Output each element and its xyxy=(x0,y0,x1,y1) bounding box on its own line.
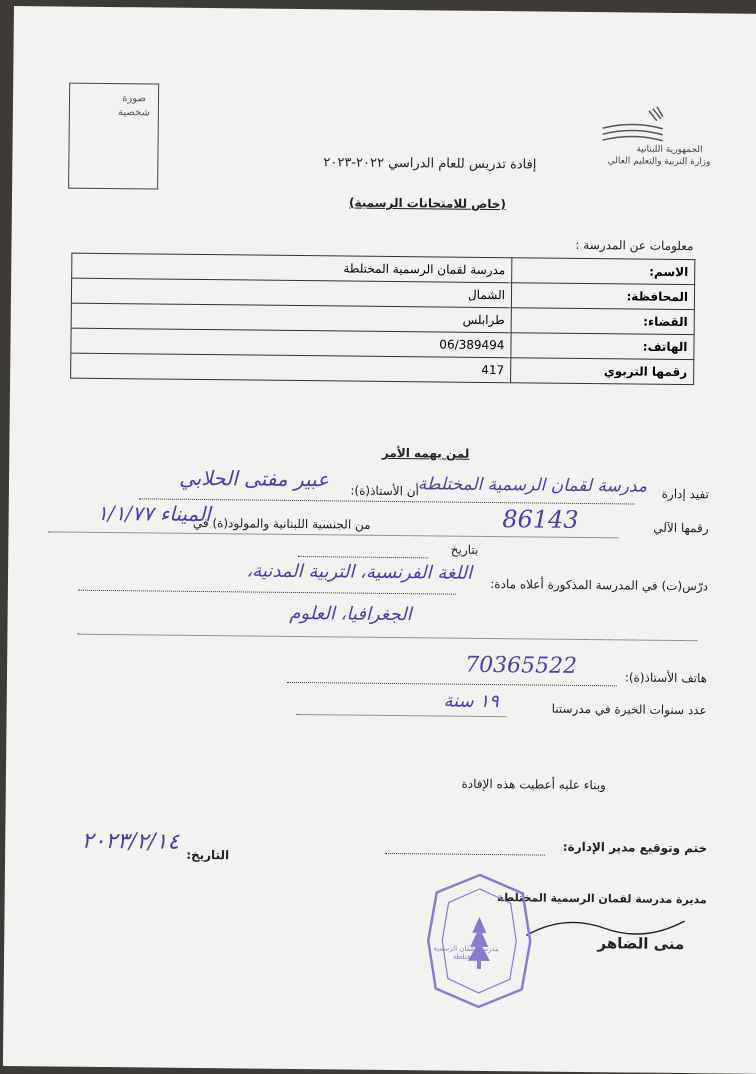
years-handwritten: ١٩ سنة xyxy=(443,690,499,713)
director-name: منى الضاهر xyxy=(597,934,685,954)
director-title: مديرة مدرسة لقمان الرسمية المختلطة xyxy=(497,891,707,907)
ministry-line-1: الجمهورية اللبنانية xyxy=(636,144,703,156)
date-label: التاريخ: xyxy=(186,847,230,863)
signature-label: ختم وتوقيع مدير الإدارة: xyxy=(562,839,708,856)
date-handwritten: ٢٠٢٣/٢/١٤ xyxy=(81,828,180,855)
line1-mid: أن الأستاذ(ة): xyxy=(350,483,420,499)
line4-subject-handwritten: اللغة الفرنسية، التربية المدنية، xyxy=(246,560,473,584)
closing-text: وبناء عليه أعطيت هذه الإفادة xyxy=(461,776,606,793)
photo-box xyxy=(68,83,159,190)
line3-label: بتاريخ xyxy=(450,542,479,557)
line2-label: رقمها الآلي xyxy=(653,520,709,536)
row-label: الاسم: xyxy=(512,258,695,285)
row-label: القضاء: xyxy=(511,308,694,335)
line2-birth-handwritten: الميناء ١/١/٧٧ xyxy=(96,500,211,527)
school-info-table xyxy=(70,253,695,386)
row-value: 06/389494 xyxy=(71,328,511,358)
line4-dots xyxy=(78,589,456,595)
row-value: مدرسة لقمان الرسمية المختلطة xyxy=(72,253,512,283)
line1-dots xyxy=(139,497,635,504)
table-row xyxy=(71,353,694,385)
photo-label: صورة شخصية xyxy=(117,93,150,119)
line1-label: تفيد إدارة xyxy=(661,486,709,502)
line3-dots xyxy=(298,555,428,558)
line1-name-handwritten: عبير مفتى الحلابي xyxy=(178,465,330,492)
line2-number-handwritten: 86143 xyxy=(502,505,579,534)
row-label: الهاتف: xyxy=(511,333,694,360)
row-label: رقمها التربوي xyxy=(511,358,694,385)
to-whom-heading: لمن يهمه الأمر xyxy=(381,445,470,461)
phone-dots xyxy=(287,681,617,686)
line1-school-handwritten: مدرسة لقمان الرسمية المختلطة xyxy=(417,474,648,497)
row-label: المحافظة: xyxy=(511,283,694,310)
years-dots xyxy=(297,713,507,717)
phone-handwritten: 70365522 xyxy=(465,652,578,679)
document-subtitle: (خاص للامتحانات الرسمية) xyxy=(348,195,507,212)
row-value: 417 xyxy=(71,353,511,383)
row-value: طرابلس xyxy=(71,303,511,333)
years-label: عدد سنوات الخبرة في مدرستنا xyxy=(551,701,707,718)
document-title: إفادة تدريس للعام الدراسي ٢٠٢٢-٢٠٢٣ xyxy=(323,155,537,173)
school-section-label: معلومات عن المدرسة : xyxy=(575,237,694,254)
school-stamp xyxy=(424,870,535,1011)
stamp-text: مدرسة لقمان الرسمية المختلطة xyxy=(433,944,499,961)
signature-dots xyxy=(385,852,545,856)
line5-dots xyxy=(77,633,697,641)
phone-label: هاتف الأستاذ(ة): xyxy=(624,670,708,686)
line4-label: درّس(ت) في المدرسة المذكورة أعلاه مادة: xyxy=(490,577,709,594)
ministry-line-2: وزارة التربية والتعليم العالي xyxy=(607,156,711,168)
line2-mid: من الجنسية اللبنانية والمولود(ة) في xyxy=(192,515,371,532)
document-page xyxy=(3,6,756,1074)
signature-scribble xyxy=(524,909,694,945)
line5-subject-handwritten: الجغرافيا، العلوم xyxy=(289,602,412,626)
row-value: الشمال xyxy=(71,278,511,308)
